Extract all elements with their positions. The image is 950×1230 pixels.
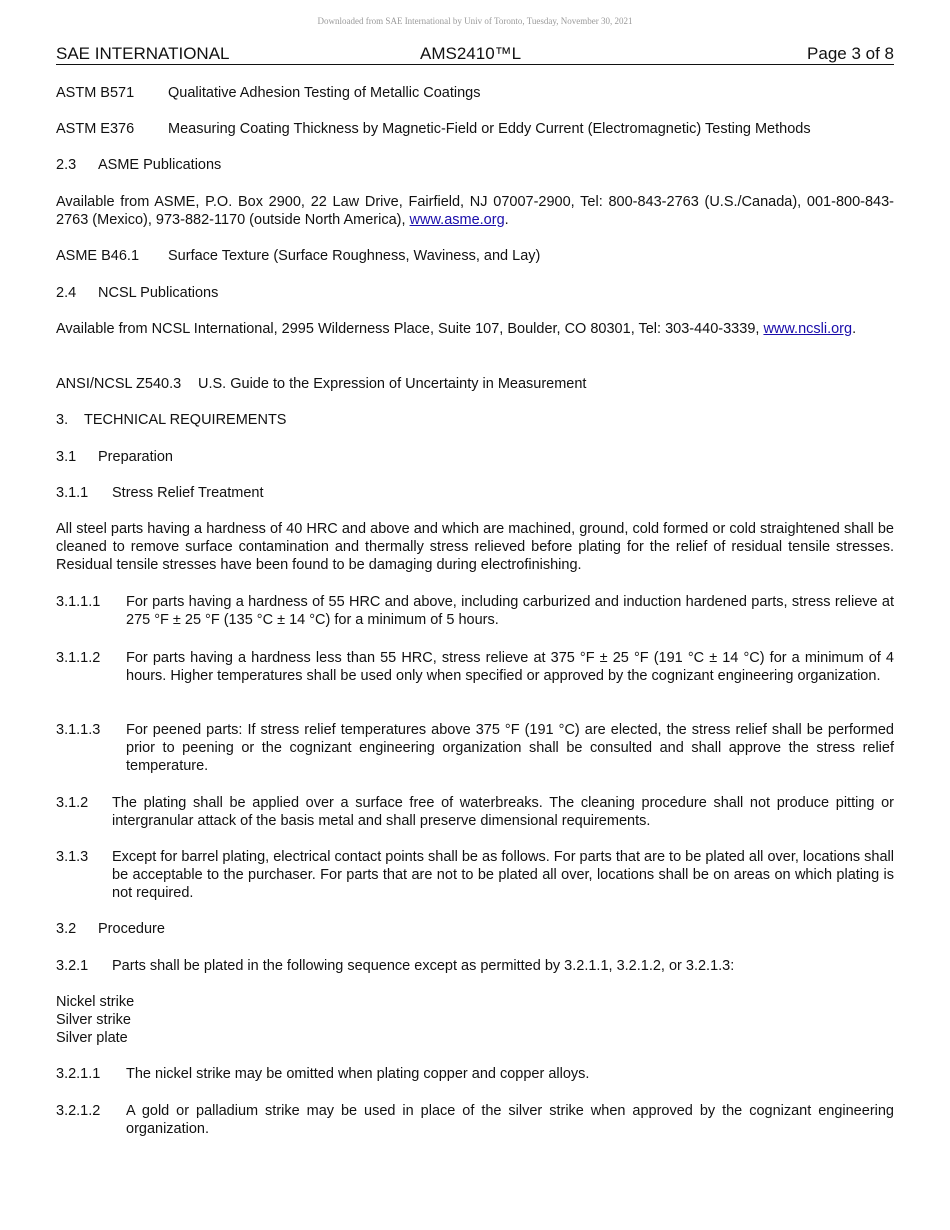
clause-text: The nickel strike may be omitted when plating copper and copper alloys. [126,1066,590,1082]
clause-number: 3.2.1 [56,958,89,974]
section-title: Stress Relief Treatment [112,485,264,501]
clause-3-2-1-2 [56,1102,894,1138]
clause-text: For peened parts: If stress relief temperatures above 375 °F (191 °C) are elected, the stress relief shall be performed prior to peening or the cognizant engineering organization shall be consulted and shall approve the stress relief temperature. [126,722,894,774]
clause-3-1-1-3 [56,721,894,775]
ncsl-availability: Available from NCSL International, 2995 Wilderness Place, Suite 107, Boulder, CO 80301, Tel: 303-440-3339, www.ncsli.org. [56,321,857,337]
clause-3-1-1-2 [56,649,894,685]
clause-text: For parts having a hardness of 55 HRC and above, including carburized and induction hardened parts, stress relieve at 275 °F ± 25 °F (135 °C ± 14 °C) for a minimum of 5 hours. [126,594,894,628]
header-org: SAE INTERNATIONAL [56,44,230,63]
clause-text: A gold or palladium strike may be used in place of the silver strike when approved by the cognizant engineering organization. [126,1103,894,1137]
section-title: ASME Publications [98,157,222,173]
reference-title: Surface Texture (Surface Roughness, Waviness, and Lay) [168,248,541,264]
clause-number: 3.1.2 [56,795,89,811]
section-number: 2.3 [56,157,77,173]
asme-availability: Available from ASME, P.O. Box 2900, 22 Law Drive, Fairfield, NJ 07007-2900, Tel: 800-843-2763 (U.S./Canada), 001-800-843-2763 (Mexico), 973-882-1170 (outside North America), www.asme.org. [56,194,894,228]
section-number: 2.4 [56,285,77,301]
reference-code: ASTM B571 [56,85,135,101]
plating-sequence-list [56,993,894,1047]
clause-number: 3.1.3 [56,849,89,865]
clause-3-2-1 [56,957,894,975]
clause-number: 3.1.1.1 [56,594,101,610]
section-number: 3.1 [56,449,77,465]
clause-3-1-2 [56,794,894,830]
clause-text: For parts having a hardness less than 55 HRC, stress relieve at 375 °F ± 25 °F (191 °C ± 14 °C) for a minimum of 4 hours. Higher temperatures shall be used only when specified or approved by the cognizant engineering organization. [126,650,894,684]
page-header [56,44,894,65]
ncsl-link[interactable]: www.ncsli.org [763,321,853,337]
clause-3-1-3 [56,848,894,902]
section-title: Procedure [98,921,165,937]
header-page-number: Page 3 of 8 [807,44,894,63]
list-item: Nickel strike [56,994,135,1010]
clause-text: Parts shall be plated in the following sequence except as permitted by 3.2.1.1, 3.2.1.2, or 3.2.1.3: [112,958,735,974]
clause-text: The plating shall be applied over a surface free of waterbreaks. The cleaning procedure shall not produce pitting or intergranular attack of the basis metal and shall preserve dimensional requirements. [112,795,894,829]
clause-3-2-1-1 [56,1065,894,1083]
section-number: 3.1.1 [56,485,89,501]
clause-3-1-1-1 [56,593,894,629]
reference-code: ASTM E376 [56,121,135,137]
section-title: NCSL Publications [98,285,219,301]
reference-code: ASME B46.1 [56,248,140,264]
clause-text: Except for barrel plating, electrical contact points shall be as follows. For parts that are to be plated all over, locations shall be acceptable to the purchaser. For parts that are not to be plated all over, locations shall be on areas on which plating is not required. [112,849,894,901]
reference-code: ANSI/NCSL Z540.3 [56,376,182,392]
clause-number: 3.1.1.3 [56,722,101,738]
reference-title: Measuring Coating Thickness by Magnetic-Field or Eddy Current (Electromagnetic) Testing Methods [168,121,811,137]
asme-availability-text: Available from ASME, P.O. Box 2900, 22 Law Drive, Fairfield, NJ 07007-2900, Tel: 800-843-2763 (U.S./Canada), 001-800-843-2763 (Mexico), 973-882-1170 (outside North America), [56,194,894,228]
section-title: TECHNICAL REQUIREMENTS [84,412,287,428]
section-number: 3.2 [56,921,77,937]
reference-title: U.S. Guide to the Expression of Uncertainty in Measurement [198,376,587,392]
ncsl-availability-text: Available from NCSL International, 2995 Wilderness Place, Suite 107, Boulder, CO 80301, Tel: 303-440-3339, [56,321,764,337]
download-watermark: Downloaded from SAE International by Univ of Toronto, Tuesday, November 30, 2021 [317,16,633,26]
list-item: Silver plate [56,1030,128,1046]
header-doc-id: AMS2410™L [420,44,522,63]
asme-link[interactable]: www.asme.org [409,212,505,228]
clause-number: 3.2.1.1 [56,1066,101,1082]
clause-number: 3.1.1.2 [56,650,101,666]
reference-title: Qualitative Adhesion Testing of Metallic Coatings [168,85,481,101]
section-number: 3. [56,412,69,428]
clause-number: 3.2.1.2 [56,1103,101,1119]
stress-relief-body: All steel parts having a hardness of 40 HRC and above and which are machined, ground, cold formed or cold straightened shall be cleaned to remove surface contamination and thermally stress relieved before plating for the relief of residual tensile stresses. Residual tensile stresses have been found to be damaging during electrofinishing. [56,521,894,573]
section-title: Preparation [98,449,173,465]
list-item: Silver strike [56,1012,131,1028]
